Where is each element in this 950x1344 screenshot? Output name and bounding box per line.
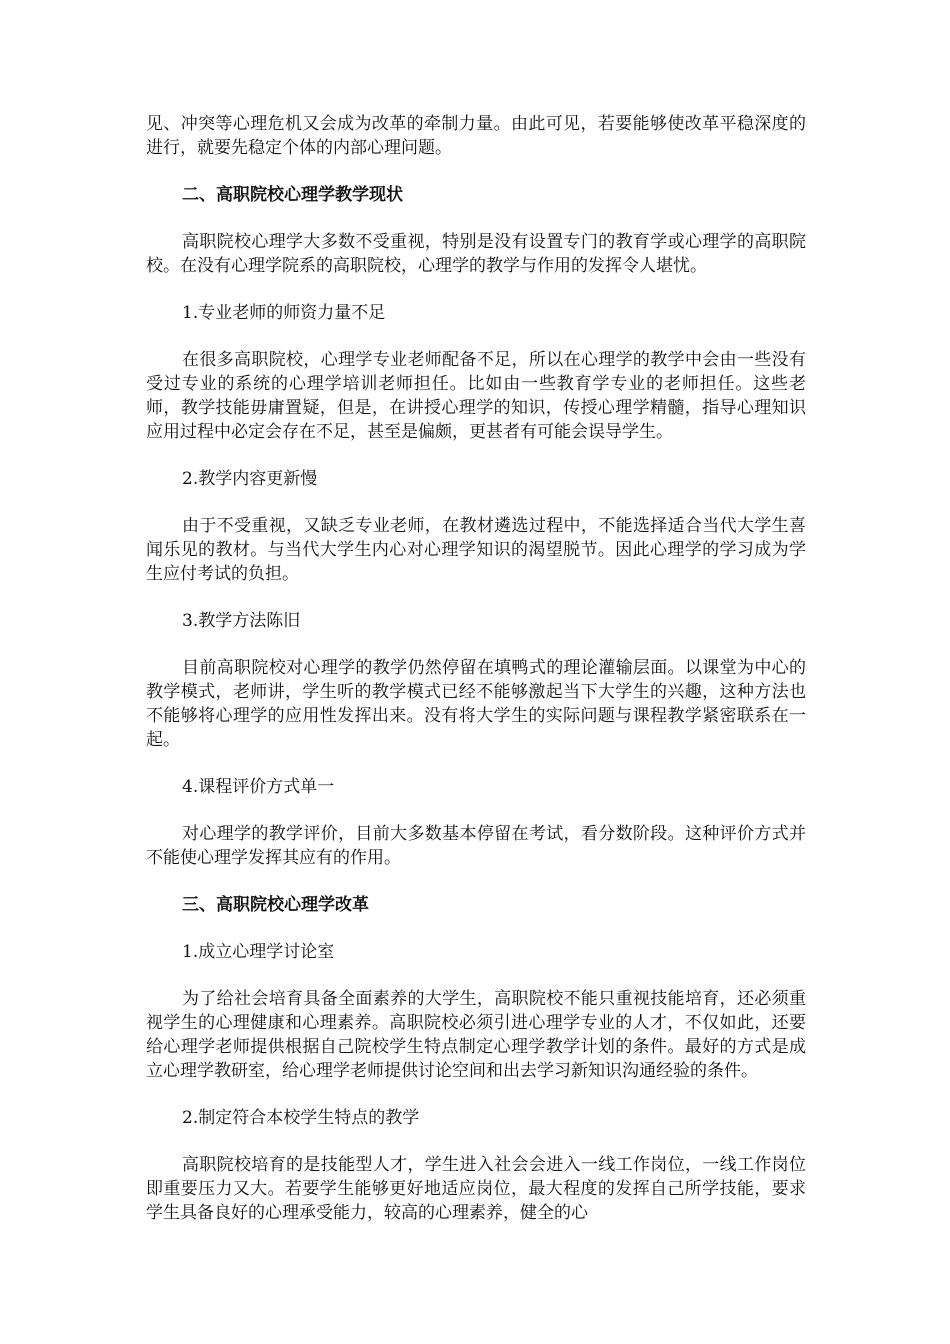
- paragraph: 高职院校心理学大多数不受重视，特别是没有设置专门的教育学或心理学的高职院校。在没有心理学院系的高职院校，心理学的教学与作用的发挥令人堪忧。: [146, 232, 806, 276]
- paragraph: 目前高职院校对心理学的教学仍然停留在填鸭式的理论灌输层面。以课堂为中心的教学模式，老师讲，学生听的教学模式已经不能够激起当下大学生的兴趣，这种方法也不能够将心理学的应用性发挥出来。没有将大学生的实际问题与课程教学紧密联系在一起。: [146, 658, 806, 750]
- subheading-2-2: 2.教学内容更新慢: [182, 469, 318, 489]
- subheading-3-2: 2.制定符合本校学生特点的教学: [182, 1108, 420, 1128]
- paragraph: 由于不受重视，又缺乏专业老师，在教材遴选过程中，不能选择适合当代大学生喜闻乐见的教材。与当代大学生内心对心理学知识的渴望脱节。因此心理学的学习成为学生应付考试的负担。: [146, 516, 806, 584]
- subheading-3-1: 1.成立心理学讨论室: [182, 942, 335, 962]
- subheading-2-3: 3.教学方法陈旧: [182, 611, 301, 631]
- paragraph-continuation: 见、冲突等心理危机又会成为改革的牵制力量。由此可见，若要能够使改革平稳深度的进行，就要先稳定个体的内部心理问题。: [146, 114, 806, 158]
- document-body: [146, 112, 806, 1225]
- subheading-2-4: 4.课程评价方式单一: [182, 777, 335, 797]
- paragraph: 为了给社会培育具备全面素养的大学生，高职院校不能只重视技能培育，还必须重视学生的心理健康和心理素养。高职院校必须引进心理学专业的人才，不仅如此，还要给心理学老师提供根据自己院校学生特点制定心理学教学计划的条件。最好的方式是成立心理学教研室，给心理学老师提供讨论空间和出去学习新知识沟通经验的条件。: [146, 989, 806, 1081]
- paragraph: 在很多高职院校，心理学专业老师配备不足，所以在心理学的教学中会由一些没有受过专业的系统的心理学培训老师担任。比如由一些教育学专业的老师担任。这些老师，教学技能毋庸置疑，但是，在讲授心理学的知识，传授心理学精髓，指导心理知识应用过程中必定会存在不足，甚至是偏颇，更甚者有可能会误导学生。: [146, 350, 806, 442]
- paragraph: 对心理学的教学评价，目前大多数基本停留在考试，看分数阶段。这种评价方式并不能使心理学发挥其应有的作用。: [146, 824, 806, 868]
- section-heading-3: 三、高职院校心理学改革: [182, 895, 369, 915]
- paragraph: 高职院校培育的是技能型人才，学生进入社会会进入一线工作岗位，一线工作岗位即重要压力又大。若要学生能够更好地适应岗位，最大程度的发挥自己所学技能，要求学生具备良好的心理承受能力，较高的心理素养，健全的心: [146, 1155, 806, 1223]
- section-heading-2: 二、高职院校心理学教学现状: [182, 185, 403, 205]
- subheading-2-1: 1.专业老师的师资力量不足: [182, 303, 386, 323]
